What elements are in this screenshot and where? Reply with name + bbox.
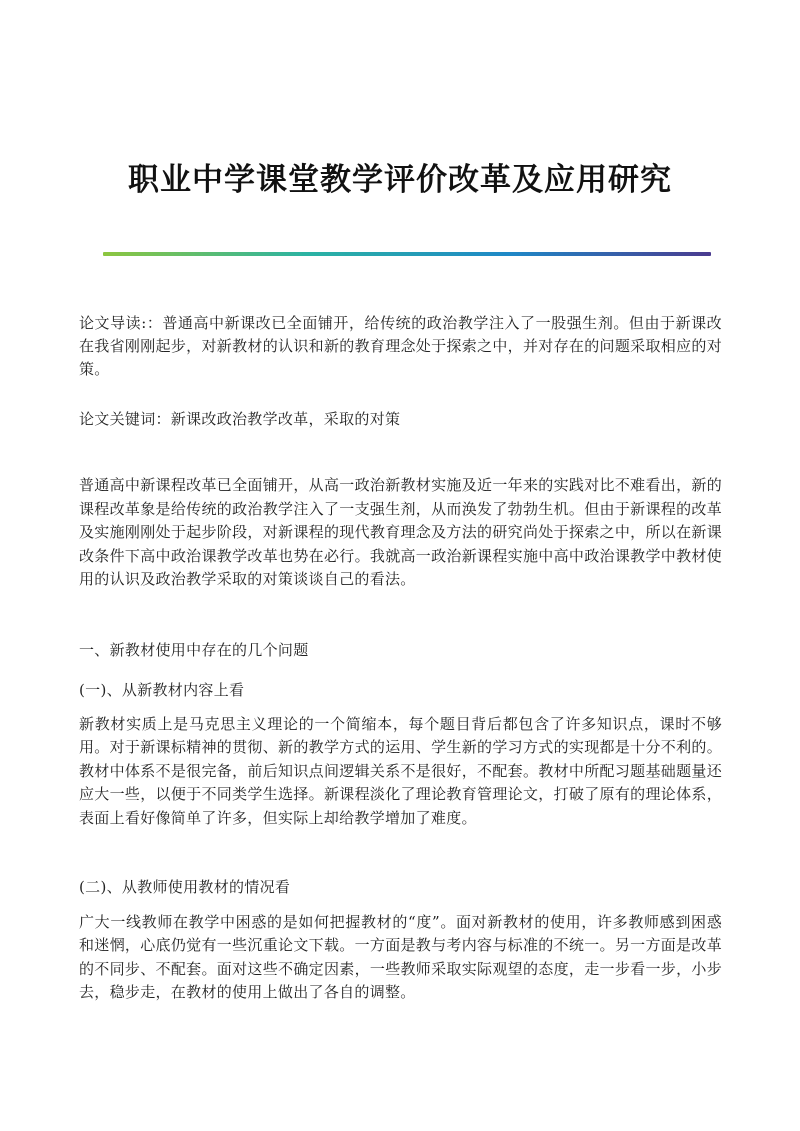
title-divider-rule xyxy=(103,252,711,256)
keywords-line xyxy=(79,408,722,431)
document-title: 职业中学课堂教学评价改革及应用研究 xyxy=(128,162,672,198)
keywords-text: 论文关键词：新课改政治教学改革，采取的对策 xyxy=(79,410,401,428)
subsection-heading-1 xyxy=(79,679,722,702)
body-paragraph-1 xyxy=(79,474,722,592)
subsection-heading-text: (二)、从教师使用教材的情况看 xyxy=(79,878,291,896)
abstract-text: 论文导读:：普通高中新课改已全面铺开，给传统的政治教学注入了一股强生剂。但由于新课改在我省刚刚起步，对新教材的认识和新的教育理念处于探索之中，并对存在的问题采取相应的对策。 xyxy=(79,314,722,378)
paragraph-text: 新教材实质上是马克思主义理论的一个简缩本，每个题目背后都包含了许多知识点，课时不够用。对于新课标精神的贯彻、新的教学方式的运用、学生新的学习方式的实现都是十分不利的。教材中体系不是很完备，前后知识点间逻辑关系不是很好，不配套。教材中所配习题基础题量还应大一些，以便于不同类学生选择。新课程淡化了理论教育管理论文，打破了原有的理论体系，表面上看好像简单了许多，但实际上却给教学增加了难度。 xyxy=(79,715,722,827)
subsection-heading-text: (一)、从新教材内容上看 xyxy=(79,681,245,699)
section-heading-1 xyxy=(79,639,722,662)
body-paragraph-3 xyxy=(79,911,722,1005)
paragraph-text: 广大一线教师在教学中困惑的是如何把握教材的“度”。面对新教材的使用，许多教师感到困惑和迷惘，心底仍觉有一些沉重论文下载。一方面是教与考内容与标准的不统一。另一方面是改革的不同步、不配套。面对这些不确定因素，一些教师采取实际观望的态度，走一步看一步，小步去，稳步走，在教材的使用上做出了各自的调整。 xyxy=(79,913,722,1002)
paragraph-text: 普通高中新课程改革已全面铺开，从高一政治新教材实施及近一年来的实践对比不难看出，新的课程改革象是给传统的政治教学注入了一支强生剂，从而涣发了勃勃生机。但由于新课程的改革及实施刚刚处于起步阶段，对新课程的现代教育理念及方法的研究尚处于探索之中，所以在新课改条件下高中政治课教学改革也势在必行。我就高一政治新课程实施中高中政治课教学中教材使用的认识及政治教学采取的对策谈谈自己的看法。 xyxy=(79,476,722,589)
abstract-paragraph xyxy=(79,312,722,381)
subsection-heading-2 xyxy=(79,876,722,899)
section-heading-text: 一、新教材使用中存在的几个问题 xyxy=(79,641,309,659)
body-paragraph-2 xyxy=(79,713,722,830)
